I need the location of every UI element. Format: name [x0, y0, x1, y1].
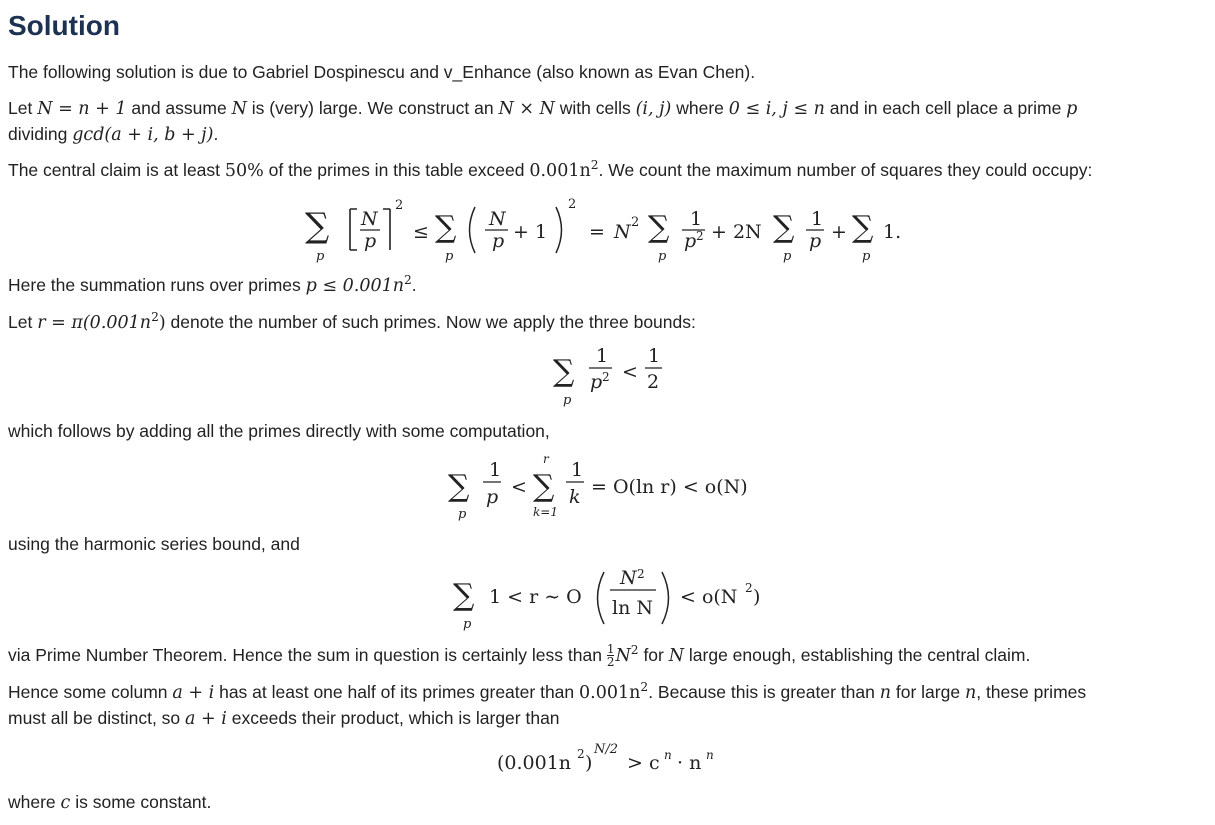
setup-text: and in each cell place a prime: [824, 98, 1067, 118]
plus: +: [831, 221, 847, 243]
column-text: for large: [891, 682, 965, 702]
pnt-math: N: [615, 646, 631, 666]
numerator: 1: [596, 345, 609, 367]
numerator: N: [361, 208, 378, 230]
setup-math: 0 ≤ i, j ≤ n: [728, 99, 825, 119]
ceiling-bracket-left: [350, 209, 357, 250]
column-exponent: 2: [640, 680, 649, 695]
denominator: k: [569, 486, 581, 508]
page-title: Solution: [8, 10, 120, 41]
denominator: p: [809, 230, 822, 252]
claim-exponent: 2: [590, 158, 599, 173]
exponent: 2: [696, 229, 704, 243]
sum-index: p: [463, 617, 472, 632]
sigma-symbol: ∑: [435, 210, 457, 245]
equation-square-count: [0, 190, 1215, 266]
pnt-text: for: [638, 645, 669, 665]
setup-text: and assume: [126, 98, 232, 118]
setup-paragraph-line2: [8, 121, 218, 148]
where-paragraph: [8, 789, 211, 816]
pnt-exponent: 2: [630, 643, 639, 658]
setup-math: p: [1066, 99, 1078, 119]
exponent: 2: [577, 747, 585, 761]
exponent: 2: [631, 215, 640, 230]
relation: ≤: [413, 221, 429, 243]
right-hand-side: < o(N: [680, 586, 738, 608]
let-r-math: r = π(0.001n: [37, 313, 152, 333]
sigma-symbol: ∑: [448, 469, 470, 504]
column-text: must all be distinct, so: [8, 708, 186, 728]
column-math: n: [879, 683, 891, 703]
column-text: , these primes: [976, 682, 1087, 702]
right-hand-side: · n: [677, 752, 702, 774]
relation: =: [589, 221, 605, 243]
setup-math: N × N: [498, 99, 555, 119]
setup-paragraph: [8, 95, 1077, 122]
numerator: N: [489, 208, 506, 230]
sigma-symbol: ∑: [648, 210, 670, 245]
denominator: p: [486, 486, 499, 508]
sum-index: p: [458, 507, 467, 522]
column-text: exceeds their product, which is larger than: [226, 708, 560, 728]
denominator: p: [684, 230, 697, 252]
column-text: has at least one half of its primes greater than: [214, 682, 580, 702]
follows-paragraph: which follows by adding all the primes directly with some computation,: [8, 421, 550, 441]
exponent: 2: [395, 198, 404, 213]
sigma-symbol: ∑: [533, 469, 555, 504]
sigma-symbol: ∑: [453, 578, 475, 613]
denominator: p: [590, 371, 603, 393]
claim-text: of the primes in this table exceed: [263, 160, 530, 180]
base-close: ): [585, 752, 593, 774]
exponent: n: [706, 748, 714, 762]
column-math: n: [964, 683, 977, 703]
summation-exponent: 2: [404, 273, 412, 288]
sum-index: p: [862, 249, 871, 264]
sigma-symbol: ∑: [305, 206, 330, 246]
lower-limit: k=1: [533, 505, 558, 519]
sigma-symbol: ∑: [553, 354, 575, 389]
setup-math: (i, j): [635, 99, 672, 119]
sigma-symbol: ∑: [773, 210, 795, 245]
denominator: p: [492, 230, 505, 252]
equation-product-bound: [0, 736, 1215, 786]
half-numerator: 1: [606, 642, 615, 656]
sum-index: p: [658, 249, 667, 264]
column-paragraph: [8, 679, 1086, 706]
relation: <: [622, 361, 638, 383]
numerator: 1: [690, 208, 703, 230]
let-r-exponent: 2: [151, 310, 159, 325]
relation: <: [511, 476, 527, 498]
exponent: 2: [745, 581, 753, 595]
numerator: N: [620, 567, 637, 589]
equation-reciprocal-squares: [0, 338, 1215, 412]
right-hand-side: = O(ln r) < o(N): [591, 476, 748, 498]
outer-exponent: N/2: [594, 742, 619, 757]
setup-text: Let: [8, 98, 38, 118]
half-denominator: 2: [606, 655, 615, 669]
pnt-text: large enough, establishing the central claim.: [684, 645, 1031, 665]
half-fraction: [607, 643, 615, 668]
denominator: p: [364, 230, 377, 252]
credit-paragraph: The following solution is due to Gabriel Dospinescu and v_Enhance (also known as Evan Chen).: [8, 62, 756, 82]
equation-reciprocal-primes: [0, 448, 1215, 524]
setup-math: gcd(a + i, b + j): [72, 125, 214, 145]
setup-text: .: [213, 124, 219, 144]
summation-math: p ≤ 0.001n: [305, 276, 404, 296]
summation-paragraph: [8, 272, 417, 299]
left-hand-side: 1 < r ∼ O: [489, 586, 582, 608]
sum-index: p: [316, 249, 325, 264]
paren-right: [556, 207, 562, 253]
paren-right: [662, 572, 669, 624]
sum-index: p: [445, 249, 454, 264]
equation-prime-count: [0, 558, 1215, 638]
numerator: 1: [648, 345, 661, 367]
right-hand-side: > c: [627, 752, 660, 774]
numerator: 1: [571, 459, 584, 481]
exponent: 2: [568, 197, 577, 212]
summation-text: .: [411, 275, 417, 295]
exponent: 2: [602, 370, 610, 384]
exponent: n: [664, 748, 672, 762]
two-n-term: + 2N: [711, 221, 762, 243]
base: (0.001n: [497, 752, 572, 774]
setup-text: is (very) large. We construct an: [246, 98, 499, 118]
n-squared: N: [614, 221, 631, 243]
column-math: a + i: [172, 683, 215, 703]
paren-left: [598, 572, 605, 624]
setup-text: where: [671, 98, 729, 118]
column-text: . Because this is greater than: [648, 682, 880, 702]
numerator: 1: [489, 459, 502, 481]
setup-math: N = n + 1: [37, 99, 127, 119]
pnt-paragraph: [8, 642, 1030, 669]
plus-one: + 1: [513, 221, 548, 243]
denominator: ln N: [612, 597, 653, 619]
claim-text: . We count the maximum number of squares they could occupy:: [598, 160, 1093, 180]
claim-paragraph: [8, 157, 1092, 184]
claim-math: 0.001n: [529, 161, 591, 181]
right-hand-side: ): [753, 586, 761, 608]
sum-index: p: [783, 249, 792, 264]
setup-text: with cells: [554, 98, 636, 118]
tail-term: 1.: [883, 221, 902, 243]
setup-text: dividing: [8, 124, 73, 144]
let-r-text: Let: [8, 312, 38, 332]
sum-index: p: [563, 393, 572, 408]
setup-math: N: [231, 99, 247, 119]
harmonic-paragraph: using the harmonic series bound, and: [8, 534, 300, 554]
where-math: c: [60, 793, 71, 813]
pnt-text: via Prime Number Theorem. Hence the sum in question is certainly less than: [8, 645, 607, 665]
let-r-paragraph: [8, 309, 696, 336]
sigma-symbol: ∑: [852, 210, 874, 245]
paren-left: [470, 207, 476, 253]
ceiling-bracket-right: [383, 209, 390, 250]
numerator: 1: [811, 208, 824, 230]
upper-limit: r: [543, 452, 549, 466]
column-math: 0.001n: [579, 683, 641, 703]
claim-math: 50%: [224, 161, 264, 181]
summation-text: Here the summation runs over primes: [8, 275, 306, 295]
column-text: Hence some column: [8, 682, 173, 702]
let-r-math: ): [158, 313, 166, 333]
where-text: where: [8, 792, 61, 812]
pnt-math: N: [668, 646, 685, 666]
where-text: is some constant.: [70, 792, 212, 812]
column-math: a + i: [185, 709, 227, 729]
claim-text: The central claim is at least: [8, 160, 225, 180]
exponent: 2: [637, 567, 645, 581]
column-paragraph-line2: [8, 705, 560, 732]
denominator: 2: [647, 371, 660, 393]
let-r-text: denote the number of such primes. Now we apply the three bounds:: [165, 312, 696, 332]
